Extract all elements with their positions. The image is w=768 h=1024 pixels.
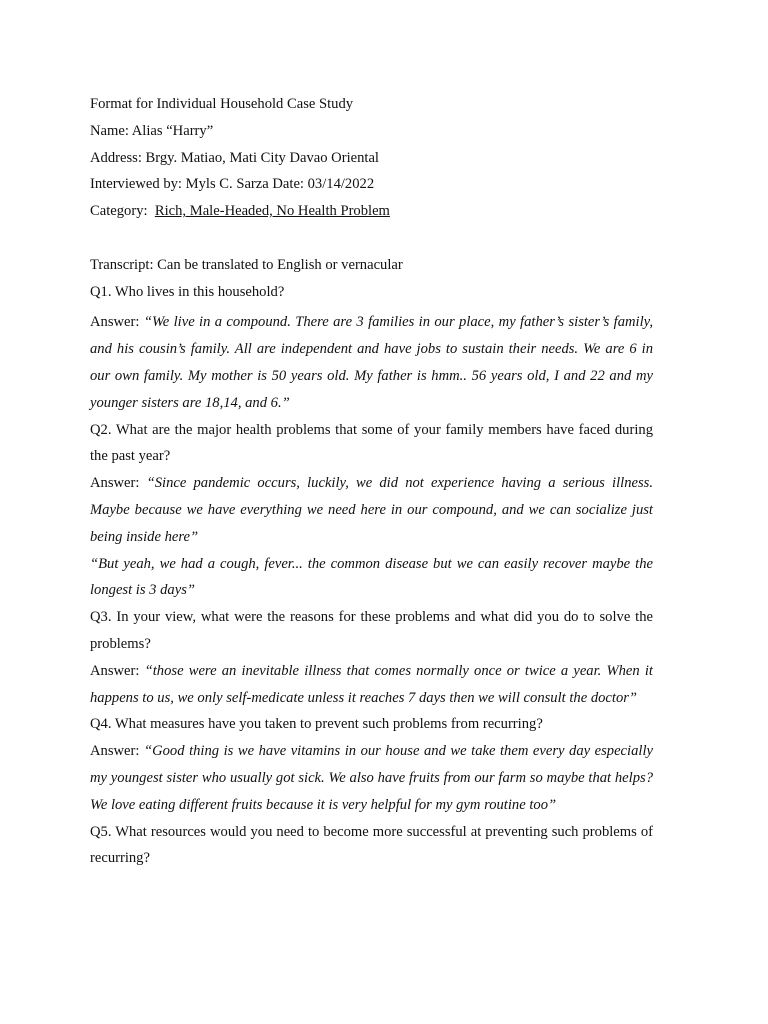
answer-text: “Good thing is we have vitamins in our house and we take them every day especially my youngest sister who usually got sick. We also have fruits from our farm so maybe that helps? We love eating different fruits because it is very helpful for my gym routine too” xyxy=(90,743,653,813)
answer-text: “those were an inevitable illness that comes normally once or twice a year. When it happens to us, we only self-medicate unless it reaches 7 days then we will consult the doctor” xyxy=(90,662,653,706)
question-5: Q5. What resources would you need to become more successful at preventing such problems of recurring? xyxy=(90,823,653,867)
answer-2-continued: “But yeah, we had a cough, fever... the common disease but we can easily recover maybe the longest is 3 days” xyxy=(90,555,653,599)
answer-label: Answer: xyxy=(90,662,145,679)
respondent-address: Address: Brgy. Matiao, Mati City Davao Oriental xyxy=(90,149,379,166)
answer-text: “We live in a compound. There are 3 families in our place, my father’s sister’s family, and his cousin’s family. All are independent and have jobs to sustain their needs. We are 6 in our own family. My mother is 50 years old. My father is hmm.. 56 years old, I and 22 and my younger sisters are 18,14, and 6.” xyxy=(90,314,653,411)
answer-label: Answer: xyxy=(90,743,144,760)
answer-label: Answer: xyxy=(90,475,147,492)
answer-3 xyxy=(90,658,653,712)
interview-info: Interviewed by: Myls C. Sarza Date: 03/14/2022 xyxy=(90,176,375,193)
format-title: Format for Individual Household Case Study xyxy=(90,96,354,112)
answer-1 xyxy=(90,309,653,416)
document-body xyxy=(90,91,653,872)
answer-text: “Since pandemic occurs, luckily, we did not experience having a serious illness. Maybe because we have everything we need here in our compound, and we can socialize just being inside here” xyxy=(90,475,653,545)
answer-label: Answer: xyxy=(90,314,144,331)
category-value: Rich, Male-Headed, No Health Problem xyxy=(154,203,390,220)
category-line xyxy=(90,198,653,225)
question-4: Q4. What measures have you taken to prevent such problems from recurring? xyxy=(90,716,543,733)
category-label: Category: xyxy=(90,203,155,220)
answer-2 xyxy=(90,470,653,550)
respondent-name: Name: Alias “Harry” xyxy=(90,122,214,139)
question-1: Q1. Who lives in this household? xyxy=(90,283,285,300)
question-3: Q3. In your view, what were the reasons for these problems and what did you do to solve the problems? xyxy=(90,609,653,652)
question-2: Q2. What are the major health problems that some of your family members have faced during the past year? xyxy=(90,421,653,465)
answer-4 xyxy=(90,738,653,818)
transcript-note: Transcript: Can be translated to English or vernacular xyxy=(90,256,403,273)
spacer xyxy=(90,225,653,252)
